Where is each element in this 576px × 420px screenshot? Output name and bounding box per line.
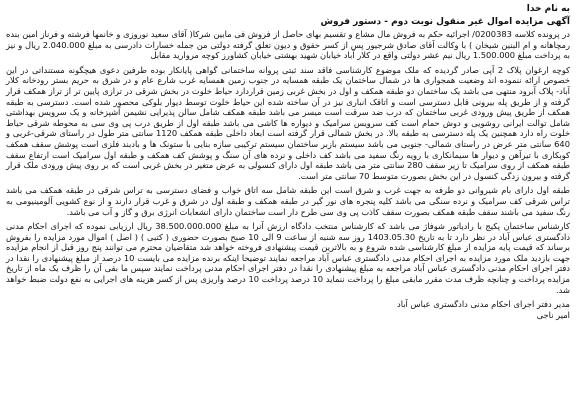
signature-title: مدیر دفتر اجرای احکام مدنی دادگستری عباس آباد bbox=[397, 299, 570, 310]
paragraph-1: در پرونده کلاسه 0200383/ اجرائیه حکم به فروش مال مشاع و تقسیم بهای حاصل از فروش فی مابین شرکا( آقای سعید نوروزی و خانمها فرشته و فرناز امین بنده رمچاهانه و ام البنین شیخان ) با وکالت آقای صادق شرجیور پس از کسر حقوق و دیون تعلق گرفته دولتی من جمله خسارات دادرسی به مبلغ 2.040.000 ریال و نیز به پرداخت مبلغ 1.500.000 ریال نیم عشر دولتی واقع در کلار آباد خیابان شهید بهشتی خیابان کشاورز کوچه مروارید مقابل bbox=[6, 29, 570, 61]
document-title: آگهی مزایده اموال غیر منقول نوبت دوم - دستور فروش bbox=[320, 17, 570, 27]
paragraph-4: کارشناس ساختمان پکیج با رادیاتور شوفاژ می باشد که کارشناس منتخب دادگاه ارزش آنرا به مبلغ 38.500.000.000 ریال ارزیابی نموده که اجرای احکام مدنی دادگستری عباس آباد در نظر دارد تا به تاریخ 1403.05.30 روز سه شنبه از ساعت 9 الی 10 صبح بصورت حضوری ( کتبی ) ( اصل ) اموال مورد مزایده را بفروش برساند که قیمت پایه مزایده از مبلغ کارشناسی شده شروع و به بالاترین قیمت پیشنهادی فروخته خواهد شد متقاضیان محترم می توانند پنج روز قبل از انجام مزایده جهت بازدید ملک مورد مزایده به اجرای احکام مدنی دادگستری عباس آباد مراجعه نمایند توضیحا اینکه برنده مزایده می بایست 10 درصد از مبلغ پیشنهادی را نقدا در دفتر اجرای احکام مدنی دادگستری عباس آباد مراجعه به مبلغ پیشنهادی را نقدا در دفتر اجرای احکام مدنی پرداخت نمایند سپس ما بقی آن را ظرف یک ماه از تاریخ مزایده پرداخت و چنانچه ظرف مدت مقرر مابقی مبلغ را پرداخت ننماید 10 درصد پرداخت 10 درصد واریزی پس از کسر هزینه های اجرایی به نفع دولت ضبط خواهد شد. bbox=[6, 221, 571, 295]
signature-name: امیر ناجی bbox=[536, 310, 570, 321]
paragraph-2: کوچه ارغوان پلاک 2 آپی صادر گردیده که ملک موضوع کارشناسی فاقد سند ثبتی پروانه ساختمانی گواهی پایانکار بوده طرفین دعوی هیچگونه مستنداتی در این خصوص ارائه ننموده اند وضعیت همجواری ها در شمال ساختمان یک طبقه همسایه در جنوب زمین همسایه غرب شارع عام و در شرق به حریم بستر رودخانه کلار آباد- پلاک آبرود منتهی می باشد یک ساختمان دو طبقه همکف و اول در بخش غربی زمین قراردارد حیاط خلوت در بخش شرقی در ترازی پایین تر از تراز همکف قرار گرفته و از طریق پله بیرونی قابل دسترسی است و اتاقک انباری نیز در آن ساخته شده این حیاط خلوت توسط دیوار بلوکی محصور شده است. دسترسی به طبقه همکف از طریق پیش ورودی غربی ساختمان که درب ضد سرقت است میسر می باشد طبقه همکف شامل سالن پذیرایی نشیمن آشپزخانه و یک سرویس بهداشتی شامل توالت ایرانی روشویی و دوش حمام است کف سرویس سرامیک و دیواره ها کاشی می باشد طبقه اول از طریق درب پی وی سی به محوطه شرقی حیاط خلوت راه دارد همچنین یک پله دسترسی به طبقه بالا. در بخش شمالی قرار گرفته است ابعاد داخلی طبقه همکف 1120 سانتی متر طول در راستای شرقی-غربی و 640 سانتی متر عرض در راستای شمالی- جنوبی می باشد سیستم بازبر ساختمان سیستم ترکیبی سازه بنایی با ستونک ها و بادبند فلزی است پوشش سقف همکف کوبکاری با تیرآهن و دیوار ها سیمانکاری با رویه رنگ سفید می باشد کف داخلی و نرده های آن سنگ و پوشش کف همکف و طبقه اول سرامیک است ارتفاع سقف طبقه همکف از روی سرامیک تا زیر سقف 280 سانتی متر می باشد طبقه اول دارای کنسولی به عرض متغیر در بخش غربی است که بر روی پیش ورودی ملک قرار گرفته و بیرون زدگی کنسول در این بخش بصورت متوسط 70 سانتی متر است. bbox=[6, 64, 570, 181]
paragraph-3: طبقه اول دارای بام شیروانی دو طرفه به جهت غرب و شرق است این طبقه شامل سه اتاق خواب و فضای دسترسی به تراس شرقی در طبقه همکف می باشد تراس شرقی کف سرامیک و نرده سنگی می باشد کلیه پنجره های نور گیر در طبقه همکف و طبقه اول در شرق و غرب قرار دارند و از نوع کشویی آلومینیومی به رنگ سفید می باشند سقف طبقه همکف بصورت سقف کاذب پی وی سی طرح دار است ساختمان دارای انشعابات انرژی برق و گاز و آب می باشد. bbox=[6, 185, 570, 217]
document-heading: به نام خدا bbox=[526, 4, 570, 14]
